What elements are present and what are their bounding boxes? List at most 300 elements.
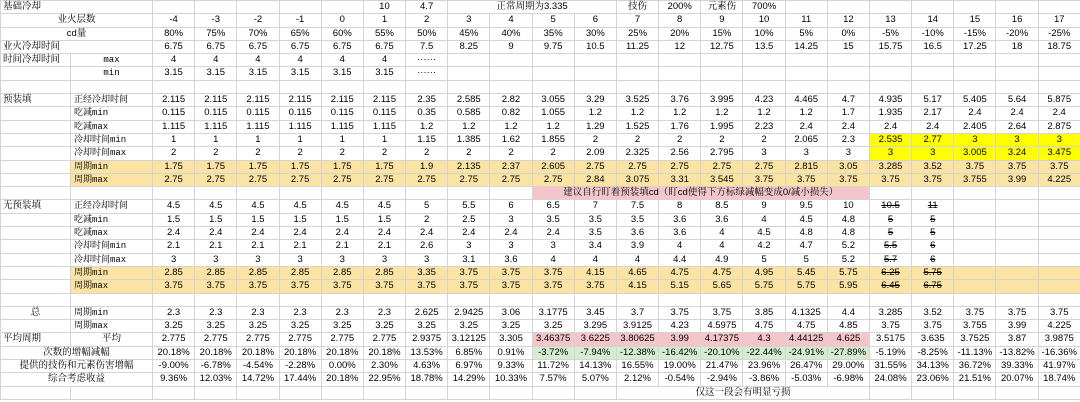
value-cell: 3.75 — [1038, 306, 1080, 319]
cell — [1038, 386, 1080, 399]
cell — [1, 213, 71, 226]
header-cell: 700% — [743, 1, 785, 14]
value-cell: 4.4 — [827, 306, 869, 319]
table-row — [1, 133, 1080, 146]
value-cell: 2.4 — [195, 227, 237, 240]
value-cell: 0.585 — [448, 107, 490, 120]
value-cell: 18.75 — [1038, 40, 1080, 53]
cell — [701, 293, 743, 306]
value-cell: 2.6 — [406, 240, 448, 253]
value-cell: 4.5 — [321, 200, 363, 213]
cell — [912, 67, 954, 80]
value-cell: 11.25 — [616, 40, 658, 53]
cell — [869, 386, 911, 399]
header-cell: 技伤 — [616, 1, 658, 14]
value-cell: 7 — [574, 200, 616, 213]
cell — [954, 54, 996, 67]
value-cell: 2.875 — [1038, 120, 1080, 133]
value-cell: 12.75 — [701, 40, 743, 53]
value-cell: 19.00% — [659, 360, 701, 373]
cell — [574, 80, 616, 93]
sub-label: 吃减max — [71, 120, 153, 133]
value-cell: 3.75 — [996, 306, 1038, 319]
value-cell: 3 — [363, 253, 405, 266]
value-cell: 0.115 — [153, 107, 195, 120]
value-cell: 1.2 — [701, 107, 743, 120]
cell — [363, 386, 405, 399]
value-cell: -24.91% — [785, 346, 827, 359]
cell — [869, 80, 911, 93]
value-cell: -16.42% — [659, 346, 701, 359]
value-cell: 3.29 — [574, 94, 616, 107]
value-cell: 2.3 — [195, 306, 237, 319]
value-cell: 5.75 — [785, 280, 827, 293]
value-cell: 1.2 — [785, 107, 827, 120]
sub-label: 周期max — [71, 320, 153, 333]
value-cell: 50% — [406, 27, 448, 40]
value-cell: 2.75 — [153, 173, 195, 186]
cell — [996, 187, 1038, 200]
cell — [321, 293, 363, 306]
value-cell: 0.115 — [363, 107, 405, 120]
value-cell: 3.6 — [701, 213, 743, 226]
table-row — [1, 373, 1080, 386]
value-cell: 3.06 — [490, 306, 532, 319]
value-cell: 3 — [532, 240, 574, 253]
value-cell: 55% — [363, 27, 405, 40]
header-cell — [1038, 1, 1080, 14]
value-cell: 1.5 — [153, 213, 195, 226]
value-cell: 10 — [827, 200, 869, 213]
value-cell: 2 — [406, 14, 448, 27]
value-cell: 2.75 — [279, 173, 321, 186]
value-cell: 3.75 — [195, 280, 237, 293]
cell — [153, 293, 195, 306]
header-cell: 4.7 — [406, 1, 448, 14]
value-cell: 3.7525 — [954, 333, 996, 346]
value-cell: 5.07% — [574, 373, 616, 386]
value-cell — [1038, 253, 1080, 266]
sub-label: 吃减max — [71, 227, 153, 240]
value-cell: 13.53% — [406, 346, 448, 359]
value-cell: 1.115 — [195, 120, 237, 133]
value-cell: 5.5 — [869, 240, 911, 253]
value-cell: ······ — [406, 54, 448, 67]
value-cell: 35% — [532, 27, 574, 40]
value-cell: 2 — [406, 147, 448, 160]
row-label: 提供的技伤和元素伤害增幅 — [1, 360, 153, 373]
table-row — [1, 360, 1080, 373]
value-cell: 2.75 — [743, 160, 785, 173]
cell — [1, 293, 71, 306]
value-cell: 26.47% — [785, 360, 827, 373]
value-cell: 3.055 — [532, 94, 574, 107]
cell — [490, 293, 532, 306]
value-cell: 6.45 — [869, 280, 911, 293]
value-cell: 5.875 — [1038, 94, 1080, 107]
cell — [1038, 293, 1080, 306]
value-cell: 2.4 — [153, 227, 195, 240]
value-cell: 1.115 — [363, 120, 405, 133]
value-cell: 3.75 — [827, 173, 869, 186]
value-cell: 3.5 — [574, 227, 616, 240]
cell — [743, 293, 785, 306]
value-cell: 3.75 — [701, 306, 743, 319]
value-cell: 11 — [912, 200, 954, 213]
cell — [954, 67, 996, 80]
value-cell: 3 — [996, 133, 1038, 146]
value-cell: 2.4 — [827, 120, 869, 133]
cell — [701, 54, 743, 67]
value-cell: 2.605 — [532, 160, 574, 173]
value-cell: 15.75 — [869, 40, 911, 53]
value-cell: 3.31 — [659, 173, 701, 186]
value-cell: 5.64 — [996, 94, 1038, 107]
value-cell: 17.25 — [954, 40, 996, 53]
value-cell: 1.2 — [532, 120, 574, 133]
value-cell: 65% — [279, 27, 321, 40]
table-row — [1, 40, 1080, 53]
value-cell: 1.2 — [406, 120, 448, 133]
value-cell: 4.465 — [785, 94, 827, 107]
value-cell: 7.5 — [406, 40, 448, 53]
value-cell: 7 — [616, 14, 658, 27]
cell — [321, 187, 363, 200]
value-cell: 2.405 — [954, 120, 996, 133]
value-cell: 0.91% — [490, 346, 532, 359]
value-cell: 4.5 — [153, 200, 195, 213]
header-cell — [237, 1, 279, 14]
sub-label: 平均 — [71, 333, 153, 346]
sub-label: 冷却时间max — [71, 147, 153, 160]
cell — [659, 54, 701, 67]
value-cell: 0.115 — [279, 107, 321, 120]
sub-label: min — [71, 67, 153, 80]
value-cell: 3 — [490, 213, 532, 226]
value-cell: 0.82 — [490, 107, 532, 120]
value-cell: 17.44% — [279, 373, 321, 386]
value-cell: 4 — [616, 253, 658, 266]
value-cell: 1.2 — [616, 107, 658, 120]
cell — [363, 293, 405, 306]
cell — [743, 54, 785, 67]
value-cell: 12 — [659, 40, 701, 53]
row-label: 平均周期 — [1, 333, 71, 346]
value-cell: 6 — [490, 200, 532, 213]
cell — [1, 173, 71, 186]
table-row — [1, 120, 1080, 133]
value-cell: 4.75 — [659, 266, 701, 279]
value-cell: 3.75 — [912, 173, 954, 186]
value-cell: 3.75 — [743, 173, 785, 186]
value-cell: 4.75 — [701, 266, 743, 279]
value-cell: -3 — [195, 14, 237, 27]
value-cell: 4.5 — [363, 200, 405, 213]
value-cell: 14.29% — [448, 373, 490, 386]
cell — [785, 54, 827, 67]
value-cell: 3.75 — [490, 280, 532, 293]
value-cell: 1.75 — [321, 160, 363, 173]
value-cell: 3.285 — [869, 306, 911, 319]
cell — [1, 253, 71, 266]
sub-label: 周期max — [71, 280, 153, 293]
value-cell: 3.75 — [532, 280, 574, 293]
value-cell: 5% — [785, 27, 827, 40]
cell — [448, 54, 490, 67]
value-cell: 4 — [743, 213, 785, 226]
value-cell: 2.4 — [912, 120, 954, 133]
value-cell: 3.75 — [1038, 160, 1080, 173]
value-cell: 36.72% — [954, 360, 996, 373]
value-cell: 3.35 — [406, 266, 448, 279]
cell — [954, 80, 996, 93]
value-cell: 13.5 — [743, 40, 785, 53]
value-cell: 23.96% — [743, 360, 785, 373]
value-cell — [1038, 213, 1080, 226]
value-cell: 3.52 — [912, 160, 954, 173]
value-cell: 6.75 — [279, 40, 321, 53]
value-cell: 6 — [574, 14, 616, 27]
value-cell: 29.00% — [827, 360, 869, 373]
value-cell: 4.95 — [743, 266, 785, 279]
value-cell: 3.15 — [363, 67, 405, 80]
cell — [996, 54, 1038, 67]
value-cell: 1.5 — [195, 213, 237, 226]
value-cell: 6.25 — [869, 266, 911, 279]
value-cell: 2.30% — [363, 360, 405, 373]
value-cell — [1038, 240, 1080, 253]
cell — [448, 187, 490, 200]
row-label: 时间冷却时间 — [1, 54, 71, 67]
cell — [1, 147, 71, 160]
cell — [954, 386, 996, 399]
value-cell: 4.5 — [237, 200, 279, 213]
value-cell: 10 — [743, 14, 785, 27]
value-cell: 3 — [785, 147, 827, 160]
value-cell: 1.62 — [490, 133, 532, 146]
value-cell: 2.4 — [869, 120, 911, 133]
value-cell: 15 — [954, 14, 996, 27]
cell — [996, 293, 1038, 306]
table-row — [1, 54, 1080, 67]
cell — [153, 386, 195, 399]
value-cell: 3.75 — [954, 160, 996, 173]
value-cell: 2.9425 — [448, 306, 490, 319]
cell — [869, 187, 911, 200]
value-cell: 4.3 — [743, 333, 785, 346]
value-cell: 8 — [659, 200, 701, 213]
value-cell: 9 — [743, 200, 785, 213]
value-cell: 5.75 — [912, 266, 954, 279]
value-cell: 3.6225 — [574, 333, 616, 346]
header-cell — [279, 1, 321, 14]
cell — [954, 187, 996, 200]
value-cell: 3.75 — [363, 280, 405, 293]
sub-label: 周期min — [71, 306, 153, 319]
value-cell: 3.75 — [448, 266, 490, 279]
value-cell: 6 — [912, 253, 954, 266]
value-cell: 4.4 — [659, 253, 701, 266]
cell — [574, 293, 616, 306]
value-cell: 2.09 — [574, 147, 616, 160]
cell — [71, 386, 153, 399]
value-cell: 3.45 — [574, 306, 616, 319]
value-cell: 0.115 — [195, 107, 237, 120]
value-cell: 2.4 — [448, 227, 490, 240]
value-cell: 3.15 — [321, 67, 363, 80]
value-cell: 3.75 — [448, 280, 490, 293]
sub-label: max — [71, 54, 153, 67]
value-cell: 3 — [1038, 133, 1080, 146]
value-cell: 2.85 — [195, 266, 237, 279]
value-cell: 4.5 — [785, 213, 827, 226]
value-cell: 3.995 — [701, 94, 743, 107]
value-cell: 4 — [574, 253, 616, 266]
cell — [827, 293, 869, 306]
value-cell: 7.57% — [532, 373, 574, 386]
value-cell: 5.75 — [743, 280, 785, 293]
value-cell: 2.585 — [448, 94, 490, 107]
cell — [912, 386, 954, 399]
sub-label: 吃减min — [71, 213, 153, 226]
value-cell — [996, 227, 1038, 240]
value-cell: 3 — [912, 147, 954, 160]
value-cell: 1 — [363, 133, 405, 146]
value-cell: 1.2 — [743, 107, 785, 120]
value-cell: 2.4 — [1038, 107, 1080, 120]
value-cell: -15% — [954, 27, 996, 40]
table-row — [1, 293, 1080, 306]
value-cell: 2.75 — [406, 173, 448, 186]
loss-footnote: 仅这一段会有明显亏损 — [616, 386, 869, 399]
value-cell: 3.99 — [996, 173, 1038, 186]
value-cell: 6.75 — [912, 280, 954, 293]
header-cell: 元素伤 — [701, 1, 743, 14]
value-cell: 1.855 — [532, 133, 574, 146]
value-cell: 3 — [237, 253, 279, 266]
value-cell: 4.65 — [616, 266, 658, 279]
value-cell: 5.65 — [701, 280, 743, 293]
value-cell: 2.115 — [321, 94, 363, 107]
value-cell: -3.86% — [743, 373, 785, 386]
value-cell: 3.6 — [490, 253, 532, 266]
cell — [1, 187, 71, 200]
cell — [195, 187, 237, 200]
value-cell: 2.75 — [659, 160, 701, 173]
value-cell: 2 — [743, 133, 785, 146]
value-cell: 10% — [743, 27, 785, 40]
value-cell: 2.3 — [827, 133, 869, 146]
sub-label: 冷却时间max — [71, 253, 153, 266]
cell — [532, 80, 574, 93]
value-cell: 6.75 — [321, 40, 363, 53]
value-cell: 2.75 — [532, 173, 574, 186]
value-cell: 3.525 — [616, 94, 658, 107]
value-cell: 2 — [153, 147, 195, 160]
value-cell: 3.6 — [616, 227, 658, 240]
value-cell: 2.3 — [363, 306, 405, 319]
value-cell: -7.94% — [574, 346, 616, 359]
value-cell: 4 — [279, 54, 321, 67]
value-cell — [954, 227, 996, 240]
value-cell: 1.7 — [827, 107, 869, 120]
header-cell — [912, 1, 954, 14]
row-label: 次数的增幅减幅 — [1, 346, 153, 359]
value-cell: 3.75 — [785, 173, 827, 186]
row-label: 业火冷却时间 — [1, 40, 153, 53]
value-cell — [996, 200, 1038, 213]
value-cell: 2 — [448, 147, 490, 160]
value-cell: 3.005 — [954, 147, 996, 160]
value-cell: 1.115 — [321, 120, 363, 133]
cell — [1038, 54, 1080, 67]
value-cell: 2 — [195, 147, 237, 160]
value-cell: 2.75 — [574, 160, 616, 173]
value-cell: 20.18% — [363, 346, 405, 359]
value-cell: 75% — [195, 27, 237, 40]
value-cell: 4.44125 — [785, 333, 827, 346]
value-cell: 1.5 — [279, 213, 321, 226]
value-cell: 2.85 — [363, 266, 405, 279]
value-cell: 3.75 — [659, 306, 701, 319]
value-cell: 2.135 — [448, 160, 490, 173]
value-cell: 4.75 — [743, 320, 785, 333]
value-cell: 3.75 — [532, 266, 574, 279]
value-cell: 2 — [279, 147, 321, 160]
value-cell: 3.05 — [827, 160, 869, 173]
normal-cycle-note: 正常周期为3.335 — [448, 1, 617, 14]
cell — [996, 386, 1038, 399]
value-cell: 5 — [406, 200, 448, 213]
value-cell: 0% — [827, 27, 869, 40]
value-cell: 3.25 — [321, 320, 363, 333]
value-cell: 21.47% — [701, 360, 743, 373]
value-cell: 3.75 — [406, 280, 448, 293]
value-cell: 3.75 — [869, 173, 911, 186]
value-cell: 2.75 — [490, 173, 532, 186]
value-cell: 5.75 — [827, 266, 869, 279]
value-cell: 20.07% — [996, 373, 1038, 386]
value-cell: 4.5 — [195, 200, 237, 213]
value-cell: 3.80625 — [616, 333, 658, 346]
value-cell — [954, 253, 996, 266]
cell — [1, 133, 71, 146]
cell — [616, 67, 658, 80]
value-cell: 4.23 — [659, 320, 701, 333]
cell — [1, 227, 71, 240]
value-cell: 5.7 — [869, 253, 911, 266]
value-cell: 2.775 — [195, 333, 237, 346]
cell — [1, 107, 71, 120]
value-cell: 39.33% — [996, 360, 1038, 373]
value-cell: 3.15 — [237, 67, 279, 80]
value-cell: 2.4 — [279, 227, 321, 240]
value-cell: 3.75 — [279, 280, 321, 293]
value-cell: 8 — [659, 14, 701, 27]
cell — [869, 54, 911, 67]
value-cell: 3.1775 — [532, 306, 574, 319]
table-row — [1, 200, 1080, 213]
value-cell: -8.25% — [912, 346, 954, 359]
cell — [490, 386, 532, 399]
table-row — [1, 187, 1080, 200]
value-cell: 1.75 — [237, 160, 279, 173]
value-cell: 2.775 — [363, 333, 405, 346]
value-cell: 4 — [153, 54, 195, 67]
sub-label: 冷却时间min — [71, 133, 153, 146]
value-cell: 3.15 — [153, 67, 195, 80]
value-cell — [954, 240, 996, 253]
